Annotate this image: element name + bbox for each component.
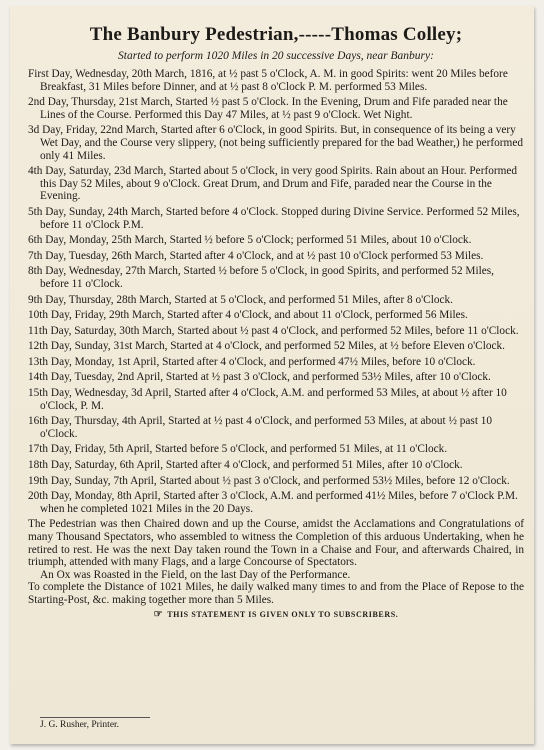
day-entry: 20th Day, Monday, 8th April, Started after 3 o'Clock, A.M. and performed 41½ Miles, before 7 o'Clock P.M. when he completed 1021 Miles in the 20 Days. <box>28 490 518 515</box>
day-entry: 19th Day, Sunday, 7th April, Started about ½ past 3 o'Clock, and performed 53½ Miles, before 12 o'Clock. <box>28 474 510 487</box>
day-entry: 16th Day, Thursday, 4th April, Started at ½ past 4 o'Clock, and performed 53 Miles, at about ½ past 10 o'Clock. <box>28 415 493 440</box>
handbill-content <box>28 24 524 620</box>
day-entry: 11th Day, Saturday, 30th March, Started about ½ past 4 o'Clock, and performed 52 Miles, before 11 o'Clock. <box>28 324 519 337</box>
day-entry: First Day, Wednesday, 20th March, 1816, at ½ past 5 o'Clock, A. M. in good Spirits: went 20 Miles before Breakfast, 31 Miles before Dinner, and at ½ past 8 o'Clock P. M. performed 53 Miles. <box>28 68 508 93</box>
day-entry: 7th Day, Tuesday, 26th March, Started after 4 o'Clock, and at ½ past 10 o'Clock performed 53 Miles. <box>28 249 484 262</box>
handbill-subtitle: Started to perform 1020 Miles in 20 successive Days, near Banbury: <box>118 50 434 62</box>
day-entry: 4th Day, Saturday, 23d March, Started about 5 o'Clock, in very good Spirits. Rain about an Hour. Performed this Day 52 Miles, about 9 o'Clock. Great Drum, and Drum and Fife, paraded near the Course in the Evening. <box>28 165 518 203</box>
day-entry: 6th Day, Monday, 25th March, Started ½ before 5 o'Clock; performed 51 Miles, about 10 o'Clock. <box>28 234 472 247</box>
day-entry: 5th Day, Sunday, 24th March, Started before 4 o'Clock. Stopped during Divine Service. Performed 52 Miles, before 11 o'Clock P.M. <box>28 205 520 231</box>
day-entry: 13th Day, Monday, 1st April, Started after 4 o'Clock, and performed 47½ Miles, before 10 o'Clock. <box>28 355 476 368</box>
day-entry: 17th Day, Friday, 5th April, Started before 5 o'Clock, and performed 51 Miles, at 11 o'Clock. <box>28 443 448 456</box>
day-list <box>28 68 524 515</box>
printer-imprint: J. G. Rusher, Printer. <box>40 717 150 730</box>
ox-paragraph: An Ox was Roasted in the Field, on the last Day of the Performance. <box>40 568 351 581</box>
day-entry: 8th Day, Wednesday, 27th March, Started ½ before 5 o'Clock, in good Spirits, and performed 52 Miles, before 11 o'Clock. <box>28 265 494 290</box>
distance-paragraph: To complete the Distance of 1021 Miles, he daily walked many times to and from the Place of Repose to the Starting-Post, &c. making together more than 5 Miles. <box>28 581 524 606</box>
day-entry: 15th Day, Wednesday, 3d April, Started after 4 o'Clock, A.M. and performed 53 Miles, at about ½ after 10 o'Clock, P. M. <box>28 387 507 412</box>
subscribers-notice <box>28 609 524 620</box>
day-entry: 10th Day, Friday, 29th March, Started after 4 o'Clock, and about 11 o'Clock, performed 56 Miles. <box>28 309 468 322</box>
handbill-title: The Banbury Pedestrian,-----Thomas Colley; <box>89 24 463 45</box>
day-entry: 12th Day, Sunday, 31st March, Started at 4 o'Clock, and performed 52 Miles, at ½ before Eleven o'Clock. <box>28 340 505 353</box>
handbill-sheet <box>10 6 534 744</box>
pointing-hand-icon: ☞ <box>153 608 164 620</box>
day-entry: 3d Day, Friday, 22nd March, Started after 6 o'Clock, in good Spirits. But, in consequence of its being a very Wet Day, and the Course very slippery, (not being sufficiently prepared for the bad Weather,) he performed only 41 Miles. <box>28 124 524 162</box>
day-entry: 14th Day, Tuesday, 2nd April, Started at ½ past 3 o'Clock, and performed 53½ Miles, after 10 o'Clock. <box>28 371 491 384</box>
closing-paragraph: The Pedestrian was then Chaired down and up the Course, amidst the Acclamations and Congratulations of many Thousand Spectators, who assembled to witness the Completion of this arduous Undertaking, when he retired to rest. He was the next Day taken round the Town in a Chaise and Four, and afterwards Chaired, in triumph, attended with many Flags, and a large Concourse of Spectators. <box>28 518 524 569</box>
day-entry: 9th Day, Thursday, 28th March, Started at 5 o'Clock, and performed 51 Miles, after 8 o'Clock. <box>28 293 453 306</box>
notice-text: THIS STATEMENT IS GIVEN ONLY TO SUBSCRIBERS. <box>167 609 399 619</box>
day-entry: 18th Day, Saturday, 6th April, Started after 4 o'Clock, and performed 51 Miles, after 10 o'Clock. <box>28 459 463 472</box>
day-entry: 2nd Day, Thursday, 21st March, Started ½ past 5 o'Clock. In the Evening, Drum and Fife paraded near the Lines of the Course. Performed this Day 47 Miles, at ½ past 9 o'Clock. Wet Night. <box>28 96 508 121</box>
